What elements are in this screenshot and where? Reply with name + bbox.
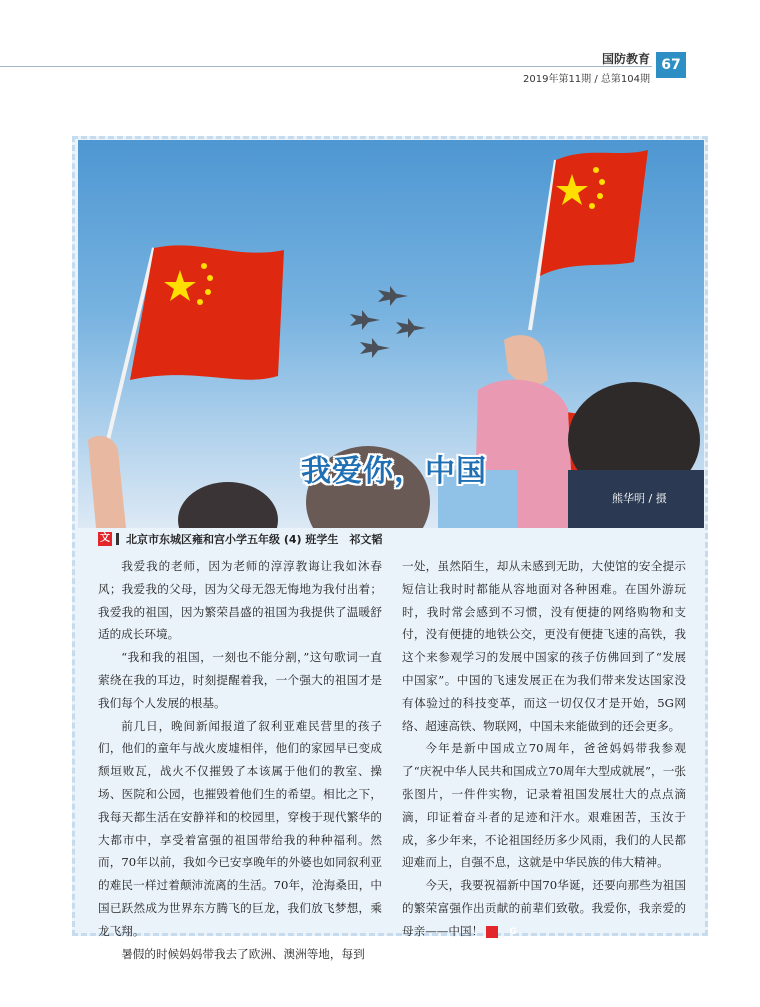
flag-small-star-icon xyxy=(207,275,213,281)
left-flag xyxy=(130,245,284,380)
jet-icon xyxy=(378,286,408,306)
flag-small-star-icon xyxy=(197,299,203,305)
paragraph-final xyxy=(402,874,686,942)
end-mark-icon: G xyxy=(486,926,498,938)
jet-icon xyxy=(360,338,390,358)
flag-small-star-icon xyxy=(589,203,595,209)
issue-info: 2019年第11期 / 总第104期 xyxy=(523,74,650,85)
page-number: 67 xyxy=(656,52,686,78)
flag-small-star-icon xyxy=(593,167,599,173)
byline-divider xyxy=(116,533,119,545)
paragraph: 暑假的时候妈妈带我去了欧洲、澳洲等地，每到 xyxy=(121,946,365,961)
right-column xyxy=(402,555,686,943)
jet-formation xyxy=(350,286,426,358)
byline-author: 北京市东城区雍和宫小学五年级 (4) 班学生 祁文韬 xyxy=(126,533,383,546)
paragraph: 今年是新中国成立70周年，爸爸妈妈带我参观了“庆祝中华人民共和国成立70周年大型成就展”，一张张图片，一件件实物，记录着祖国发展壮大的点点滴滴，印证着奋斗者的足迹和汗水。艰难困苦，玉汝于成，多少年来，不论祖国经历多少风雨，我们的人民都迎难而上，自强不息，这就是中华民族的伟大精神。 xyxy=(402,741,686,870)
photo-credit: 熊华明 / 摄 xyxy=(612,492,667,505)
paragraph: 一处，虽然陌生，却从未感到无助，大使馆的安全提示短信让我时时都能从容地面对各种困难。在国外游玩时，我时常会感到不习惯，没有便捷的网络购物和支付，没有便捷的地铁公交，更没有便捷飞速的高铁，我这个来参观学习的发展中国家的孩子仿佛回到了“发展中国家”。中国的飞速发展正在为我们带来发达国家没有体验过的科技变革，而这一切仅仅才是开始，5G网络、超速高铁、物联网，中国未来能做到的还会更多。 xyxy=(402,559,686,733)
jet-icon xyxy=(350,310,380,330)
article-title: 我爱你，中国 xyxy=(301,454,487,489)
magazine-name: 国防教育 xyxy=(601,52,650,66)
flag-small-star-icon xyxy=(205,289,211,295)
paragraph: 我爱我的老师，因为老师的淳淳教诲让我如沐春风；我爱我的父母，因为父母无怨无悔地为我付出着；我爱我的祖国，因为繁荣昌盛的祖国为我提供了温暖舒适的成长环境。 xyxy=(98,559,382,642)
left-arm xyxy=(88,436,126,528)
paragraph: 前几日，晚间新闻报道了叙利亚难民营里的孩子们，他们的童年与战火废墟相伴，他们的家园早已变成颓垣败瓦，战火不仅摧毁了本该属于他们的教室、操场、医院和公园，也摧毁着他们生的希望。相比之下，我每天都生活在安静祥和的校园里，穿梭于现代繁华的大都市中，享受着富强的祖国带给我的种种福利。然而，70年以前，我如今已安享晚年的外婆也如同叙利亚的难民一样过着颠沛流离的生活。70年，沧海桑田，中国已跃然成为世界东方腾飞的巨龙，我们放飞梦想，乘龙飞翔。 xyxy=(98,718,382,938)
flag-small-star-icon xyxy=(599,179,605,185)
crowd-head xyxy=(178,482,278,528)
flag-small-star-icon xyxy=(597,193,603,199)
byline-tag: 文 xyxy=(100,533,110,544)
header-rule xyxy=(0,66,652,67)
jet-icon xyxy=(396,318,426,338)
left-column xyxy=(98,555,382,965)
paragraph-text: 今天，我要祝福新中国70华诞，还要向那些为祖国的繁荣富强作出贡献的前辈们致敬。我爱你，我亲爱的母亲——中国！ xyxy=(402,878,686,938)
paragraph: “我和我的祖国，一刻也不能分割，”这句歌词一直萦绕在我的耳边，时刻提醒着我，一个强大的祖国才是我们每个人发展的根基。 xyxy=(98,650,382,710)
flag-small-star-icon xyxy=(201,263,207,269)
byline xyxy=(98,531,382,547)
